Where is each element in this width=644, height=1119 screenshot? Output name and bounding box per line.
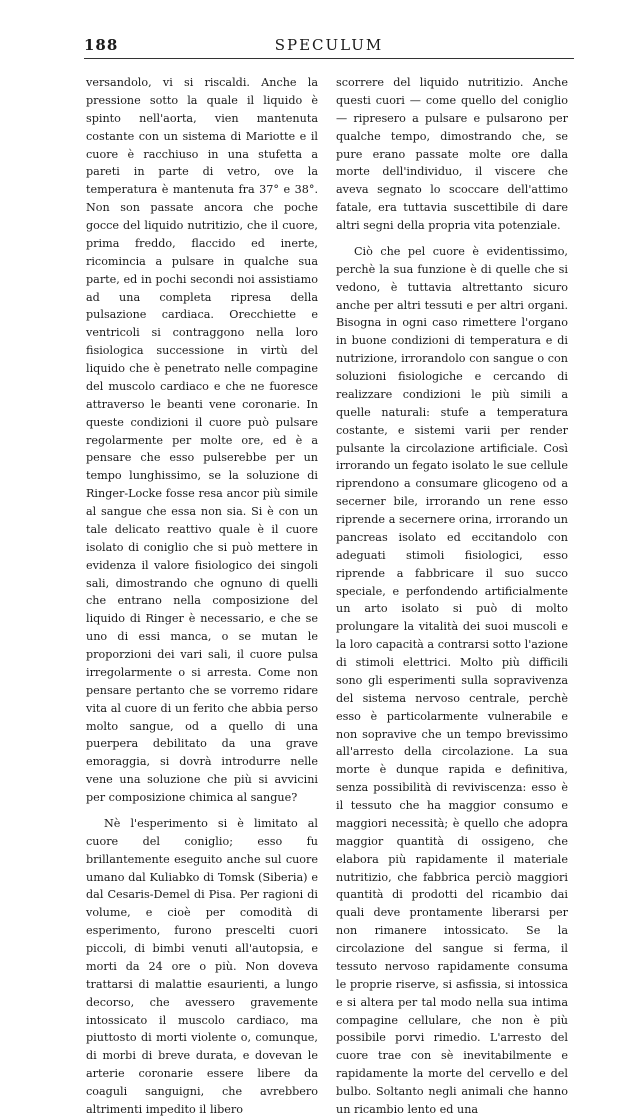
page-number: 188 bbox=[84, 36, 119, 54]
right-paragraph-1: scorrere del liquido nutritizio. Anche questi cuori — come quello del coniglio — ripresero a pulsare e pulsarono per qualche tempo, dimostrando che, se pure erano passate molte ore dalla morte dell'individuo, il viscere che aveva segnato lo scoccare dell'attimo fatale, era tuttavia suscettibile di dare altri segni della propria vita potenziale. bbox=[336, 76, 568, 232]
left-paragraph-2: Nè l'esperimento si è limitato al cuore del coniglio; esso fu brillantemente eseguito anche sul cuore umano dal Kuliabko di Tomsk (Siberia) e dal Cesaris-Demel di Pisa. Per ragioni di volume, e cioè per comodità di esperimento, furono prescelti cuori piccoli, di bimbi venuti all'autopsia, e morti da 24 ore o più. Non doveva trattarsi di malattie esaurienti, a lungo decorso, che avessero gravemente intossicato il muscolo cardiaco, ma piuttosto di morti violente o, comunque, di morbi di breve durata, e dovevan le arterie coronarie essere libere da coaguli sanguigni, che avrebbero altrimenti impedito il libero bbox=[86, 816, 318, 1116]
left-column bbox=[86, 74, 318, 1119]
right-column bbox=[336, 74, 568, 1119]
left-paragraph-1: versandolo, vi si riscaldi. Anche la pressione sotto la quale il liquido è spinto nell'aorta, vien mantenuta costante con un sistema di Mariotte e il cuore è racchiuso in una stufetta a pareti in parte di vetro, ove la temperatura è mantenuta fra 37° e 38°. Non son passate ancora che poche gocce del liquido nutritizio, che il cuore, prima freddo, flaccido ed inerte, ricomincia a pulsare in qualche sua parte, ed in pochi secondi noi assistiamo ad una completa ripresa della pulsazione cardiaca. Orecchiette e ventricoli si contraggono nella loro fisiologica successione in virtù del liquido che è penetrato nelle compagine del muscolo cardiaco e che ne fuoresce attraverso le beanti vene coronarie. In queste condizioni il cuore può pulsare regolarmente per molte ore, ed è a pensare che esso pulserebbe per un tempo lunghissimo, se la soluzione di Ringer-Locke fosse resa ancor più simile al sangue che essa non sia. Si è con un tale delicato reattivo quale è il cuore isolato di coniglio che si può mettere in evidenza il valore fisiologico dei singoli sali, dimostrando che ognuno di quelli che entrano nella composizione del liquido di Ringer è necessario, e che se uno di essi manca, o se mutan le proporzioni dei vari sali, il cuore pulsa irregolarmente o si arresta. Come non pensare pertanto che se vorremo ridare vita al cuore di un ferito che abbia perso molto sangue, od a quello di una puerpera debilitato da una grave emoraggia, si dovrà introdurre nelle vene una soluzione che più si avvicini per composizione chimica al sangue? bbox=[86, 76, 318, 804]
running-title: SPECULUM bbox=[274, 36, 384, 54]
header-rule bbox=[84, 58, 574, 59]
right-paragraph-2: Ciò che pel cuore è evidentissimo, perchè la sua funzione è di quelle che si vedono, è tuttavia altrettanto sicuro anche per altri tessuti e per altri organi. Bisogna in ogni caso rimettere l'organo in buone condizioni di temperatura e di nutrizione, irrorandolo con sangue o con soluzioni fisiologiche e cercando di realizzare condizioni le più simili a quelle naturali: stufe a temperatura costante, e sistemi varii per render pulsante la circolazione artificiale. Così irrorando un fegato isolato le sue cellule riprendono a consumare glicogeno od a secerner bile, irrorando un rene esso riprende a secernere orina, irrorando un pancreas isolato ed eccitandolo con adeguati stimoli fisiologici, esso riprende a fabbricare il suo succo speciale, e perfondendo artificialmente un arto isolato si può di molto prolungare la vitalità dei suoi muscoli e la loro capacità a contrarsi sotto l'azione di stimoli elettrici. Molto più difficili sono gli esperimenti sulla sopravivenza del sistema nervoso centrale, perchè esso è particolarmente vulnerabile e non sopravive che un tempo brevissimo all'arresto della circolazione. La sua morte è dunque rapida e definitiva, senza possibilità di reviviscenza: esso è il tessuto che ha maggior consumo e maggiori necessità; è quello che adopra maggior quantità di ossigeno, che elabora più rapidamente il materiale nutritizio, che fabbrica perciò maggiori quantità di prodotti del ricambio dai quali deve prontamente liberarsi per non rimanere intossicato. Se la circolazione del sangue si ferma, il tessuto nervoso rapidamente consuma le proprie riserve, si asfissia, si intossica e si altera per tal modo nella sua intima compagine cellulare, che non è più possibile porvi rimedio. L'arresto del cuore trae con sè inevitabilmente e rapidamente la morte del cervello e del bulbo. Soltanto negli animali che hanno un ricambio lento ed una bbox=[336, 244, 568, 1116]
page-header bbox=[84, 36, 574, 56]
